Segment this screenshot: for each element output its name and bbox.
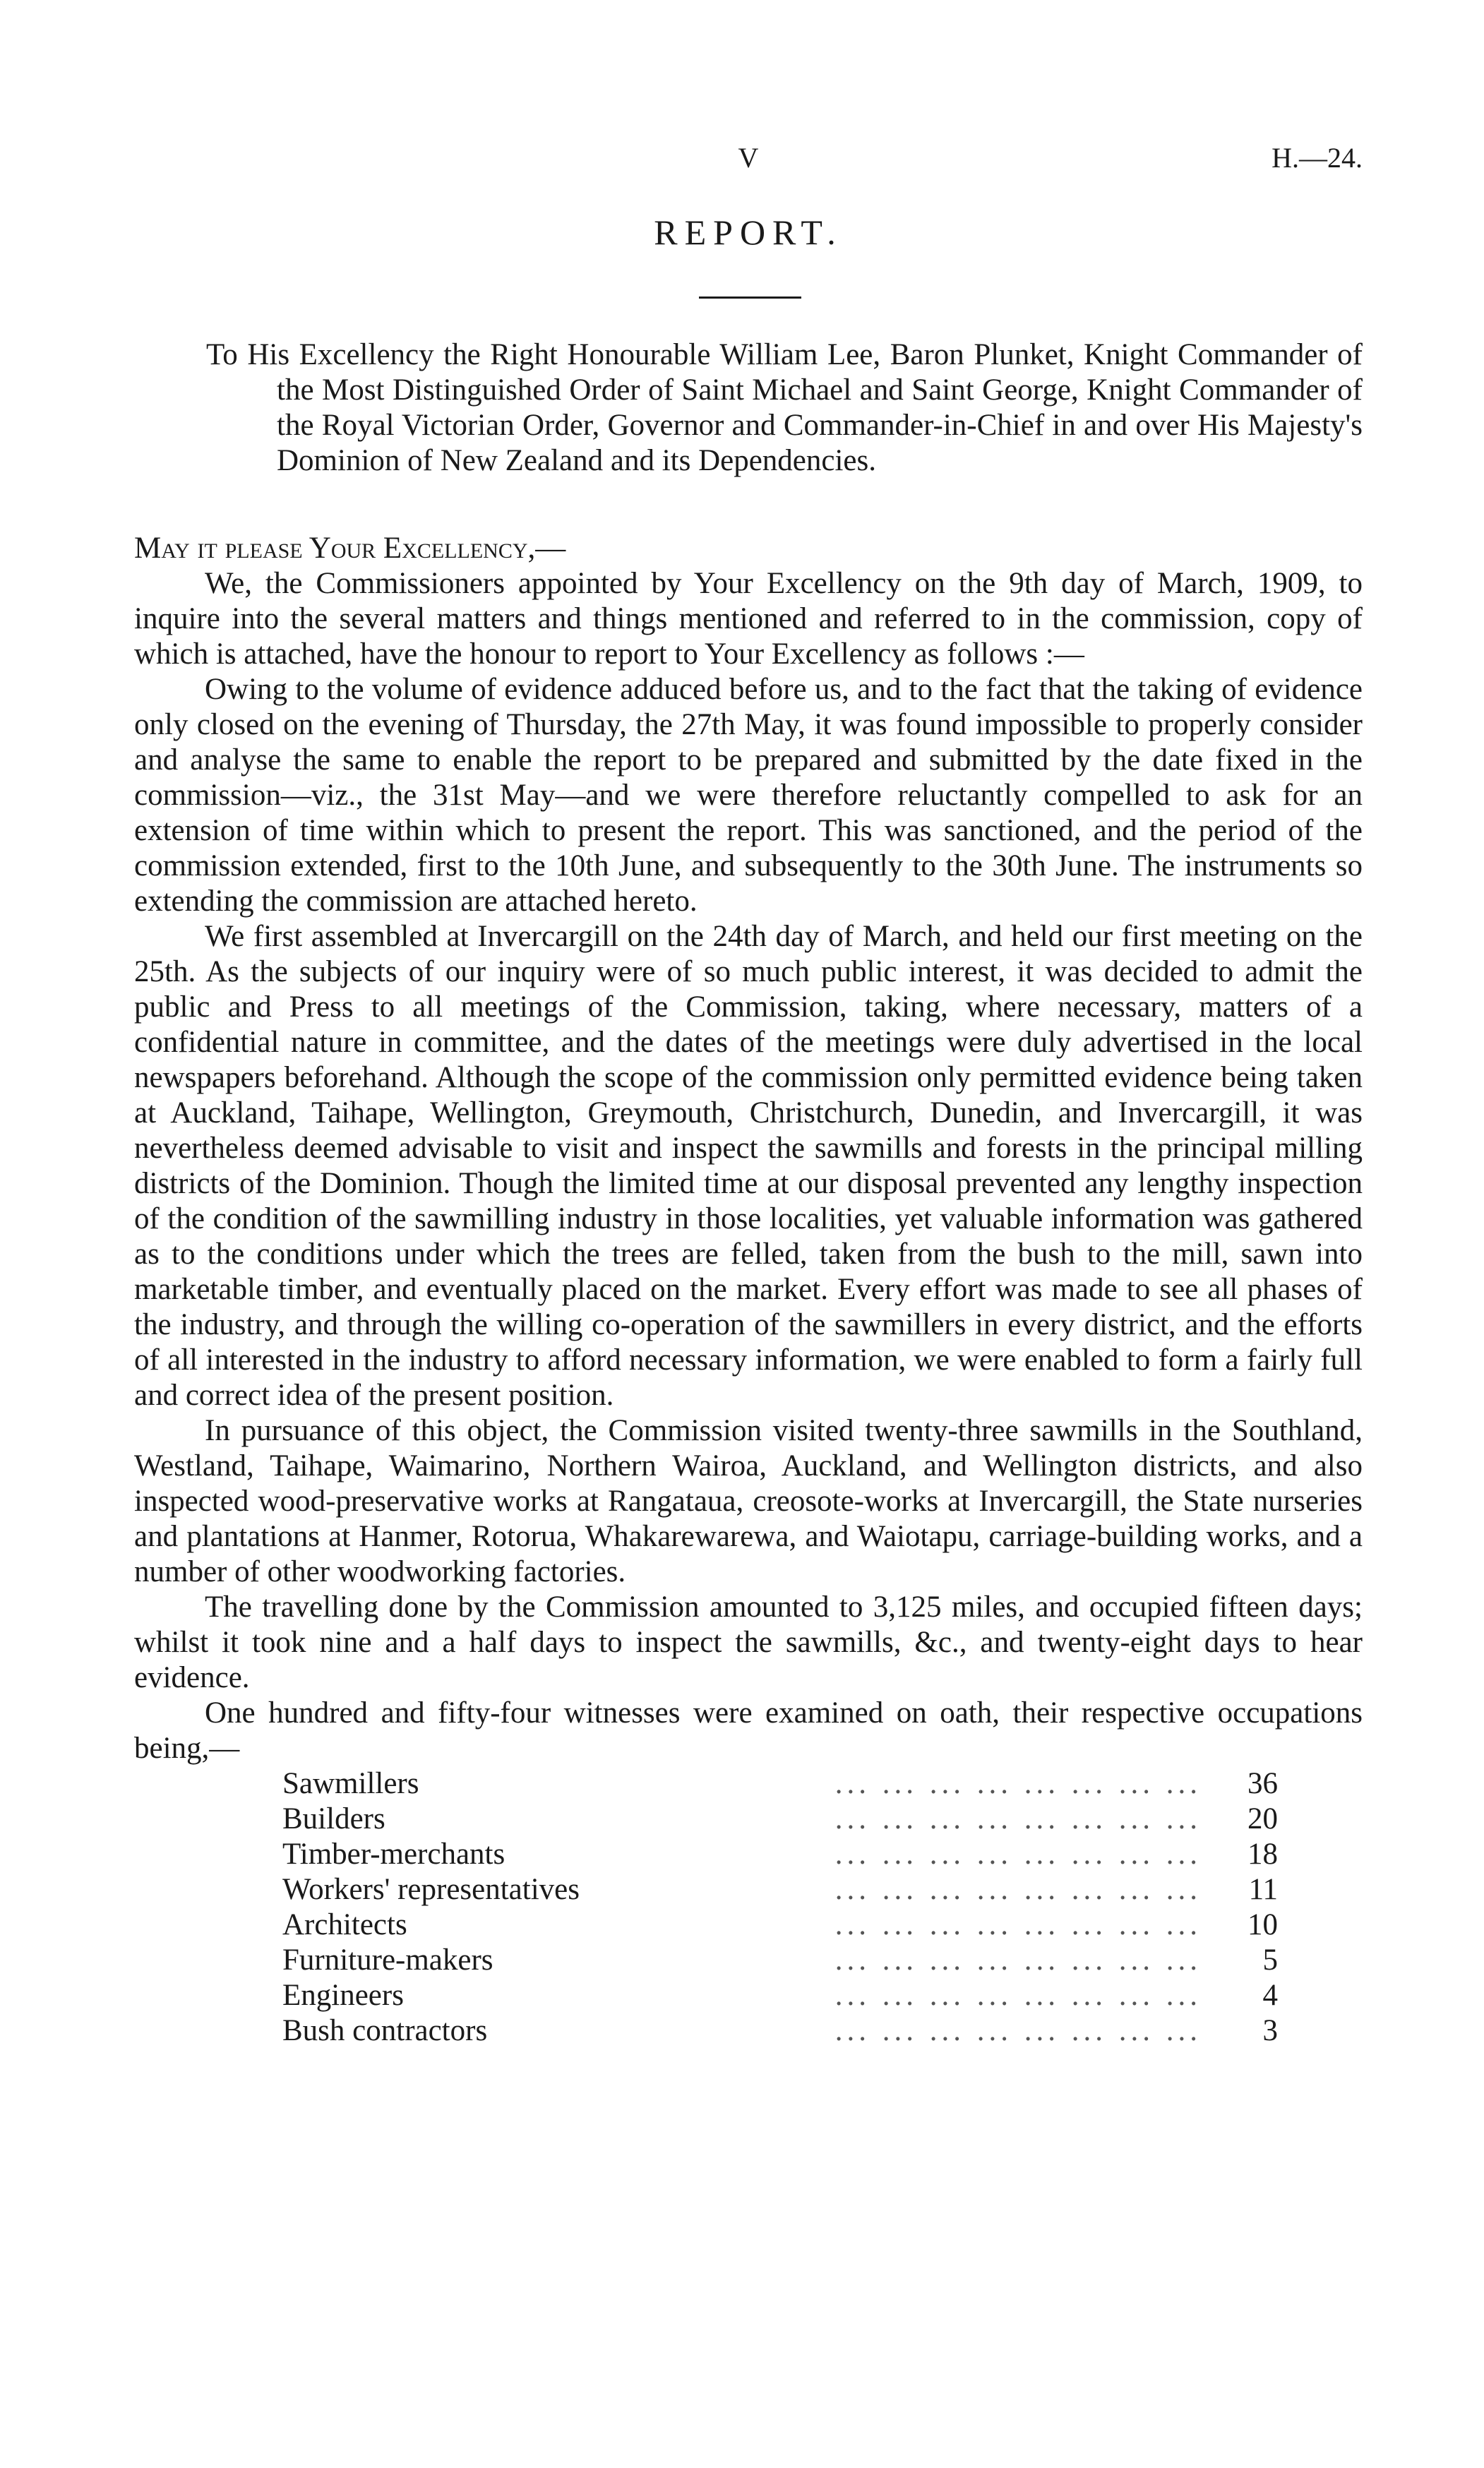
occupation-name: Engineers <box>282 1979 404 2012</box>
occupation-name: Bush contractors <box>282 2014 488 2047</box>
occupation-name: Architects <box>282 1908 407 1941</box>
occupation-count: 3 <box>1262 2014 1278 2047</box>
occupation-count: 11 <box>1248 1873 1278 1906</box>
page-header <box>134 141 1363 184</box>
document-page <box>134 0 1363 2468</box>
occupation-name: Builders <box>282 1802 385 1835</box>
list-item <box>282 2013 1278 2049</box>
list-item <box>282 1802 1278 1837</box>
dot-leader: ... ... ... ... ... ... ... ... <box>834 2014 1202 2047</box>
salutation: May it please Your Excellency,— <box>134 532 566 565</box>
list-item <box>282 1837 1278 1872</box>
occupation-count: 36 <box>1247 1767 1278 1800</box>
dot-leader: ... ... ... ... ... ... ... ... <box>834 1873 1202 1906</box>
paragraph-visits: In pursuance of this object, the Commission visited twenty-three sawmills in the Southland, Westland, Taihape, Waimarino, Northern Wairoa, Auckland, and Wellington districts, and also inspected wood-preservative works at Rangataua, creosote-works at Invercargill, the State nurseries and plantations at Hanmer, Rotorua, Whakarewarewa, and Waiotapu, carriage-building works, and a number of other woodworking factories. <box>134 1414 1363 1588</box>
dot-leader: ... ... ... ... ... ... ... ... <box>834 1979 1202 2012</box>
dot-leader: ... ... ... ... ... ... ... ... <box>834 1802 1202 1835</box>
paragraph-meetings: We first assembled at Invercargill on the 24th day of March, and held our first meeting on the 25th. As the subjects of our inquiry were of so much public interest, it was decided to admit the public and Press to all meetings of the Commission, taking, where necessary, matters of a confidential nature in committee, and the dates of the meetings were duly advertised in the local newspapers beforehand. Although the scope of the commission only permitted evidence being taken at Auckland, Taihape, Wellington, Greymouth, Christchurch, Dunedin, and Invercargill, it was nevertheless deemed advisable to visit and inspect the sawmills and forests in the principal milling districts of the Dominion. Though the limited time at our disposal prevented any lengthy inspection of the condition of the sawmilling industry in those localities, yet valuable information was gathered as to the conditions under which the trees are felled, taken from the bush to the mill, sawn into marketable timber, and eventually placed on the market. Every effort was made to see all phases of the industry, and through the willing co-operation of the sawmillers in every district, and the efforts of all interested in the industry to afford necessary information, we were enabled to form a fairly full and correct idea of the present position. <box>134 920 1363 1412</box>
list-item <box>282 1766 1278 1802</box>
report-body <box>134 531 1363 2049</box>
occupation-count: 5 <box>1262 1943 1278 1977</box>
occupation-name: Sawmillers <box>282 1767 419 1800</box>
paragraph-commission: We, the Commissioners appointed by Your Excellency on the 9th day of March, 1909, to inquire into the several matters and things mentioned and referred to in the commission, copy of which is attached, have the honour to report to Your Excellency as follows :— <box>134 567 1363 671</box>
dot-leader: ... ... ... ... ... ... ... ... <box>834 1943 1202 1977</box>
paragraph-extension: Owing to the volume of evidence adduced before us, and to the fact that the taking of evidence only closed on the evening of Thursday, the 27th May, it was found impossible to properly consider and analyse the same to enable the report to be prepared and submitted by the date fixed in the commission—viz., the 31st May—and we were therefore reluctantly compelled to ask for an extension of time within which to present the report. This was sanctioned, and the period of the commission extended, first to the 10th June, and subsequently to the 30th June. The instruments so extending the commission are attached hereto. <box>134 673 1363 918</box>
list-item <box>282 1978 1278 2013</box>
page-number: V <box>738 142 759 174</box>
list-item <box>282 1872 1278 1907</box>
dot-leader: ... ... ... ... ... ... ... ... <box>834 1767 1202 1800</box>
paragraph-travel: The travelling done by the Commission amounted to 3,125 miles, and occupied fifteen days; whilst it took nine and a half days to inspect the sawmills, &c., and twenty-eight days to hear evidence. <box>134 1591 1363 1694</box>
dot-leader: ... ... ... ... ... ... ... ... <box>834 1838 1202 1871</box>
occupation-count: 18 <box>1247 1838 1278 1871</box>
occupation-name: Workers' representatives <box>282 1873 580 1906</box>
dot-leader: ... ... ... ... ... ... ... ... <box>834 1908 1202 1941</box>
occupation-name: Furniture-makers <box>282 1943 493 1977</box>
address-block: To His Excellency the Right Honourable William Lee, Baron Plunket, Knight Commander of the Most Distinguished Order of Saint Michael and Saint George, Knight Commander of the Royal Victorian Order, Governor and Commander-in-Chief in and over His Majesty's Dominion of New Zealand and its Dependencies. <box>206 338 1363 477</box>
list-item <box>282 1943 1278 1978</box>
occupation-count: 4 <box>1262 1979 1278 2012</box>
occupation-count: 10 <box>1247 1908 1278 1941</box>
report-title: REPORT. <box>654 212 843 252</box>
occupation-name: Timber-merchants <box>282 1838 505 1871</box>
title-divider <box>699 296 801 299</box>
list-item <box>282 1907 1278 1943</box>
occupations-list <box>134 1766 1363 2049</box>
occupation-count: 20 <box>1247 1802 1278 1835</box>
paragraph-witnesses: One hundred and fifty-four witnesses were examined on oath, their respective occupations being,— <box>134 1696 1363 1765</box>
document-reference: H.—24. <box>1271 142 1363 174</box>
